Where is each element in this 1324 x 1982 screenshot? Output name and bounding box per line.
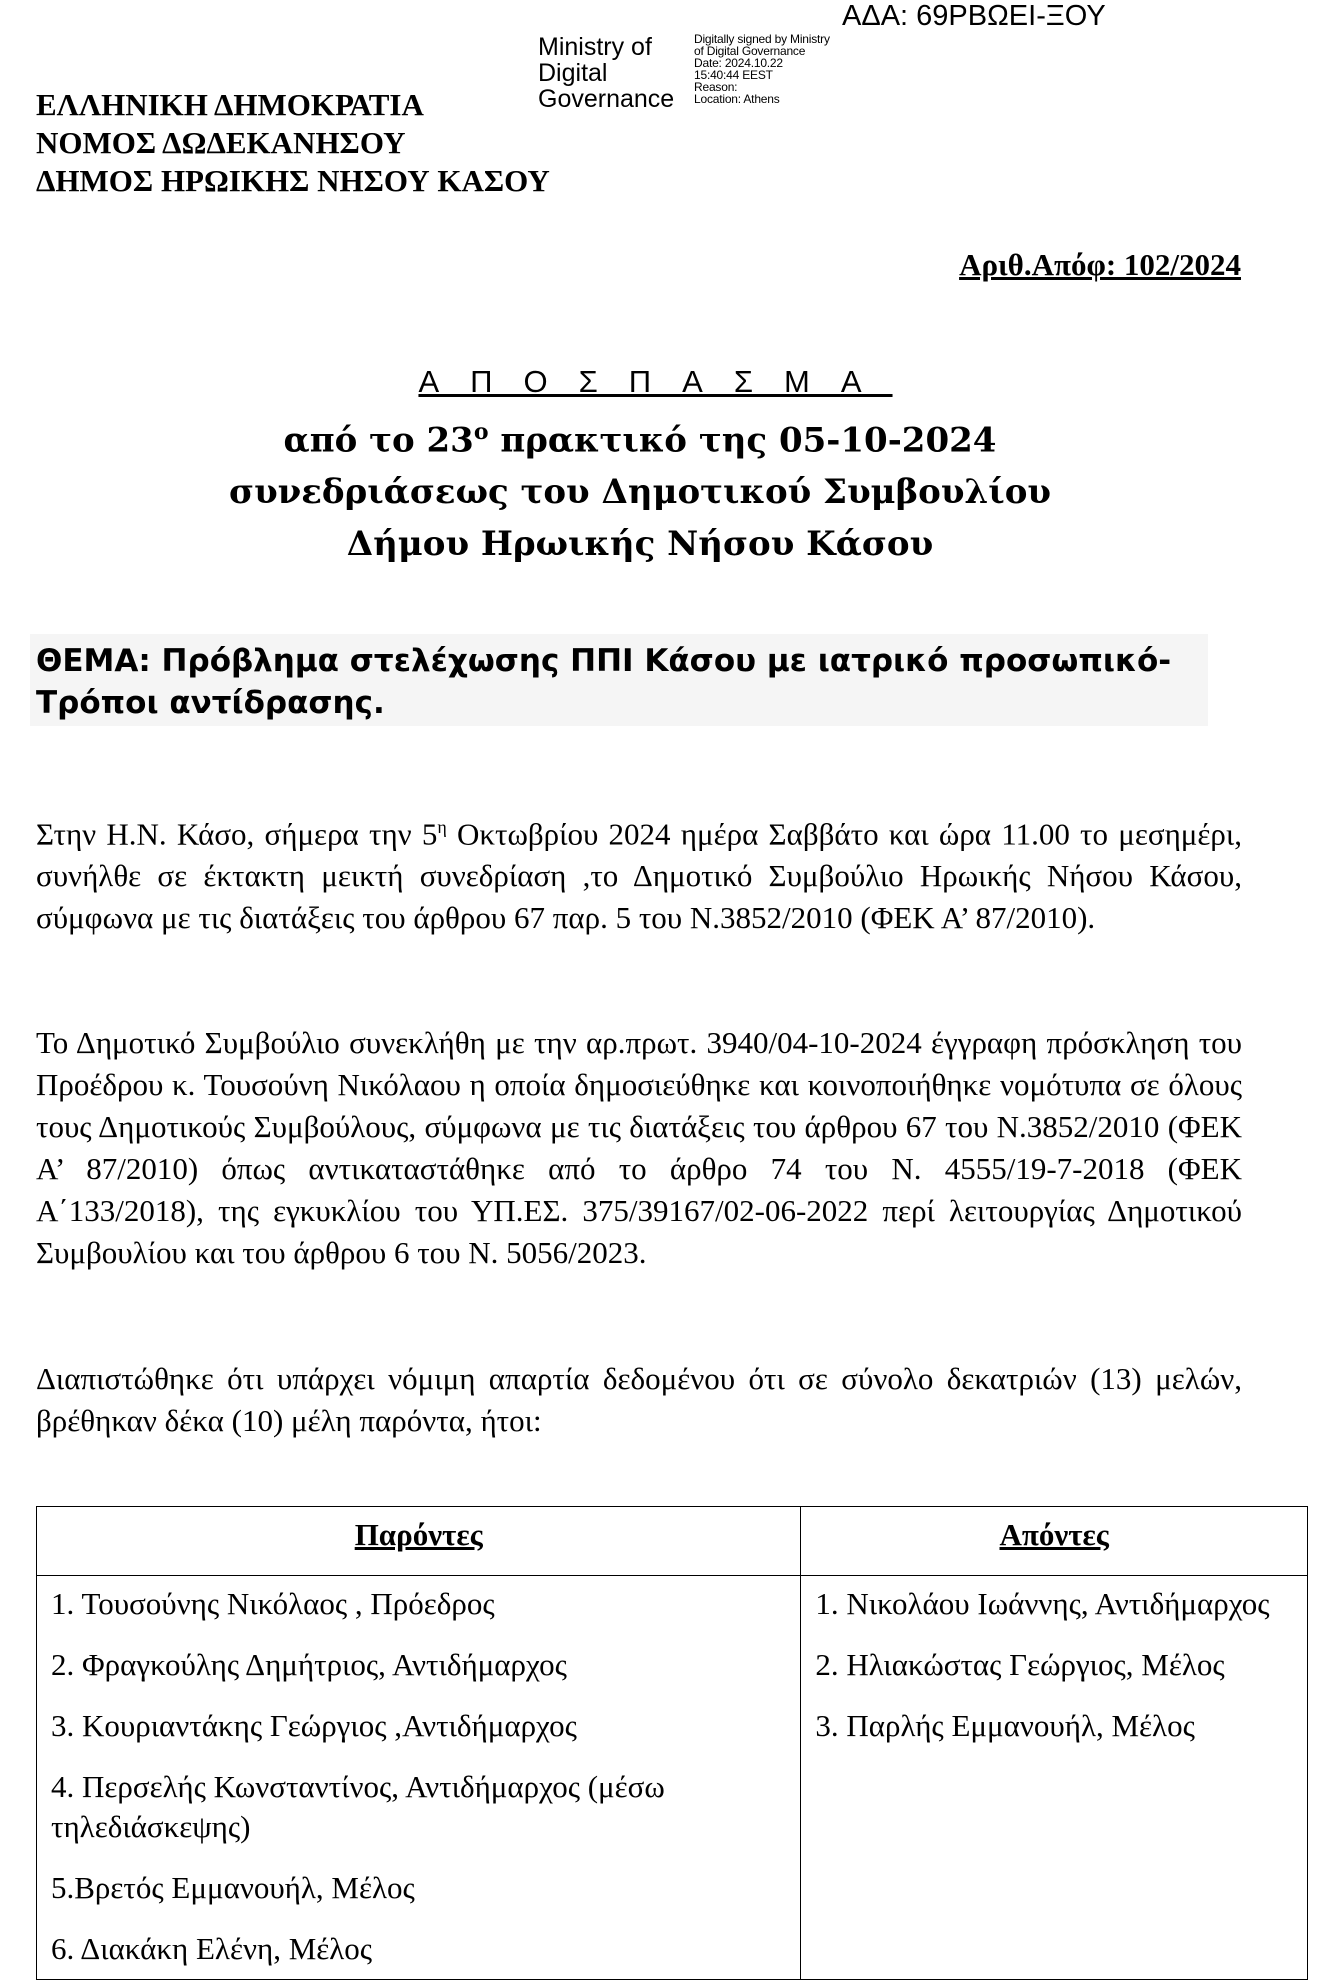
signature-line: Location: Athens (694, 92, 780, 106)
ministry-line: Ministry of (538, 33, 652, 61)
invitation-paragraph: Το Δημοτικό Συμβούλιο συνεκλήθη με την αρ.πρωτ. 3940/04-10-2024 έγγραφη πρόσκληση του Προέδρου κ. Τουσούνη Νικόλαου η οποία δημοσιεύθηκε και κοινοποιήθηκε νομότυπα σε όλους τους Δημοτικούς Συμβούλους, σύμφωνα με τις διατάξεις του άρθρου 67 του Ν.3852/2010 (ΦΕΚ Α’ 87/2010) όπως αντικαταστάθηκε από το άρθρο 74 του Ν. 4555/19-7-2018 (ΦΕΚ Α΄133/2018), της εγκυκλίου του ΥΠ.ΕΣ. 375/39167/02-06-2022 περί λειτουργίας Δημοτικού Συμβουλίου και του άρθρου 6 του Ν. 5056/2023. (36, 1025, 1242, 1270)
ordinal-suffix: η (437, 817, 447, 837)
minutes-line (0, 406, 1280, 466)
list-item: 4. Περσελής Κωνσταντίνος, Αντιδήμαρχος (μέσω τηλεδιάσκεψης) (51, 1769, 665, 1844)
list-item: 1. Τουσούνης Νικόλαος , Πρόεδρος (51, 1586, 495, 1621)
meeting-text-end: Οκτωβρίου 2024 ημέρα Σαββάτο και ώρα 11.00 το μεσημέρι, συνήλθε σε έκτακτη μεικτή συνεδρίαση ,το Δημοτικό Συμβούλιο Ηρωικής Νήσου Κάσου, σύμφωνα με τις διατάξεις του άρθρου 67 παρ. 5 του Ν.3852/2010 (ΦΕΚ Α’ 87/2010). (36, 816, 1242, 936)
authority-line: ΔΗΜΟΣ ΗΡΩΙΚΗΣ ΝΗΣΟΥ ΚΑΣΟΥ (36, 163, 550, 198)
present-list (37, 1576, 801, 1980)
meeting-text-start: Στην Η.Ν. Κάσο, σήμερα την 5 (36, 816, 438, 852)
list-item: 3. Κουριαντάκης Γεώργιος ,Αντιδήμαρχος (51, 1708, 577, 1743)
list-item: 3. Παρλής Εμμανουήλ, Μέλος (815, 1708, 1195, 1743)
attendance-table (36, 1506, 1308, 1980)
ada-code: ΑΔΑ: 69ΡΒΩΕΙ-ΞΟΥ (842, 0, 1106, 32)
absent-header: Απόντες (801, 1507, 1308, 1576)
minutes-line-end: πρακτικό της 05-10-2024 (488, 420, 997, 461)
ministry-line: Digital (538, 59, 608, 87)
list-item: 5.Βρετός Εμμανουήλ, Μέλος (51, 1870, 415, 1905)
authority-line: ΝΟΜΟΣ ΔΩΔΕΚΑΝΗΣΟΥ (36, 125, 406, 160)
table-row (37, 1576, 1308, 1980)
document-title (0, 358, 1280, 570)
signature-line: of Digital Governance (694, 44, 806, 58)
absent-list (801, 1576, 1308, 1980)
subject-heading: ΘΕΜΑ: Πρόβλημα στελέχωσης ΠΠΙ Κάσου με ιατρικό προσωπικό-Τρόποι αντίδρασης. (36, 643, 1172, 721)
extract-heading: ΑΠΟΣΠΑΣΜΑ (418, 364, 893, 399)
list-item: 2. Φραγκούλης Δημήτριος, Αντιδήμαρχος (51, 1647, 567, 1682)
digital-signature (694, 33, 830, 105)
meeting-paragraph (36, 806, 1242, 939)
signature-line: Date: 2024.10.22 (694, 56, 783, 70)
issuing-authority (36, 86, 550, 200)
signature-line: Digitally signed by Ministry (694, 32, 830, 46)
list-item: 1. Νικολάου Ιωάννης, Αντιδήμαρχος (815, 1586, 1270, 1621)
ministry-stamp (538, 34, 674, 112)
decision-number: Αριθ.Απόφ: 102/2024 (959, 247, 1241, 282)
quorum-paragraph: Διαπιστώθηκε ότι υπάρχει νόμιμη απαρτία δεδομένου ότι σε σύνολο δεκατριών (13) μελών, βρέθηκαν δέκα (10) μέλη παρόντα, ήτοι: (36, 1361, 1242, 1438)
present-header: Παρόντες (37, 1507, 801, 1576)
list-item: 2. Ηλιακώστας Γεώργιος, Μέλος (815, 1647, 1225, 1682)
municipality-line: Δήμου Ηρωικής Νήσου Κάσου (346, 524, 934, 565)
signature-line: Reason: (694, 80, 738, 94)
minutes-line-start: από το 23 (283, 420, 474, 461)
table-header-row (37, 1507, 1308, 1576)
ministry-line: Governance (538, 85, 675, 113)
authority-line: ΕΛΛΗΝΙΚΗ ΔΗΜΟΚΡΑΤΙΑ (36, 87, 424, 122)
list-item: 6. Διακάκη Ελένη, Μέλος (51, 1931, 373, 1966)
ordinal-suffix: ο (473, 419, 489, 445)
signature-line: 15:40:44 EEST (694, 68, 773, 82)
session-line: συνεδριάσεως του Δημοτικού Συμβουλίου (229, 472, 1051, 513)
